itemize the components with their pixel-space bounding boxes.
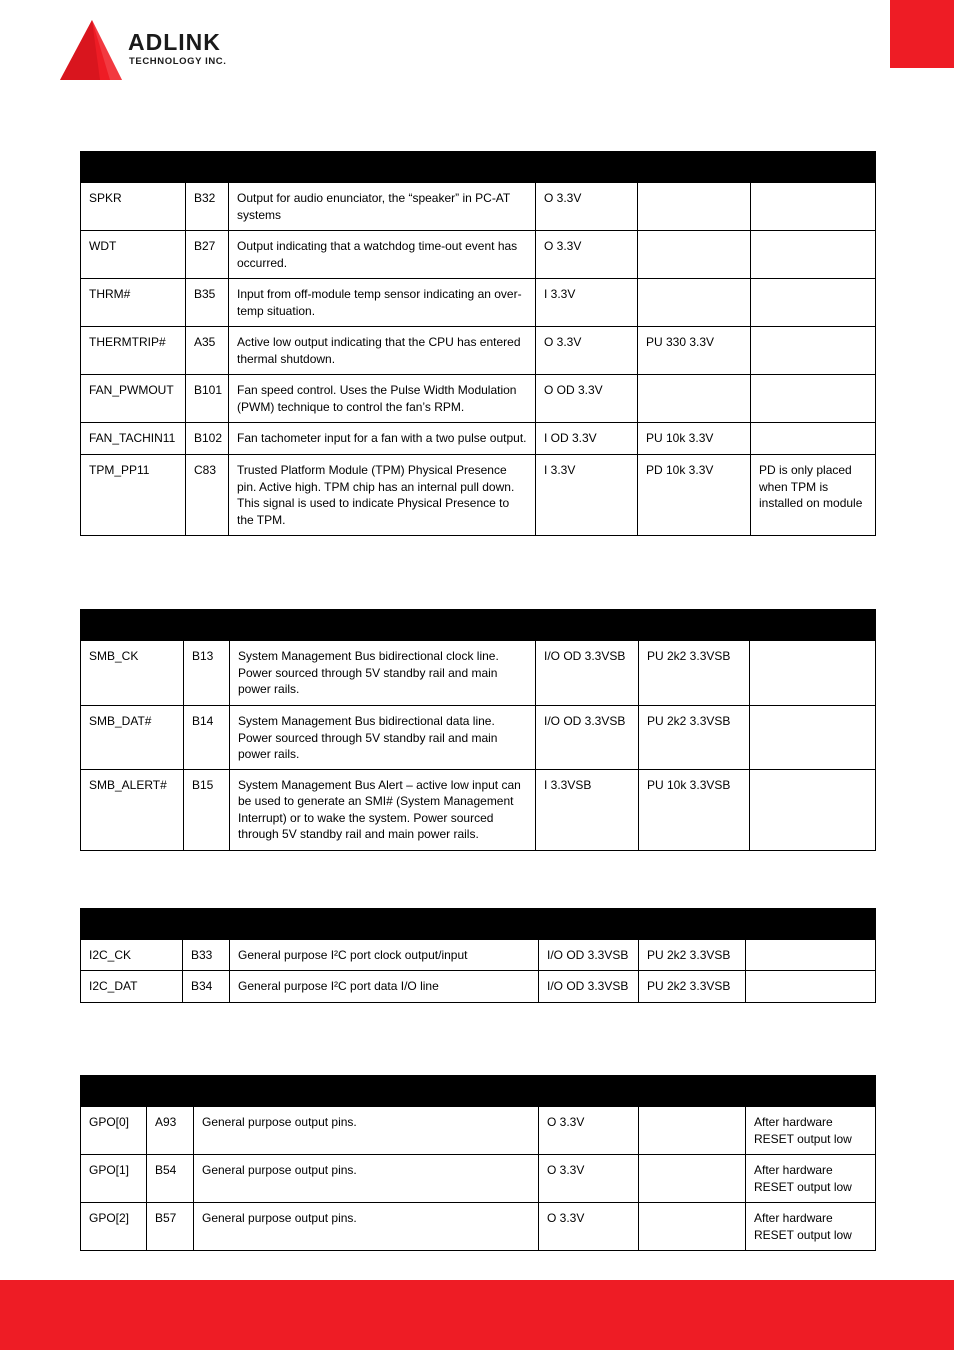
table-row: [81, 1107, 876, 1155]
description-cell: Fan speed control. Uses the Pulse Width Modulation (PWM) technique to control the fan’s RPM.: [229, 375, 536, 423]
pull-resistor-cell: [638, 375, 751, 423]
signal-name-cell: TPM_PP11: [81, 455, 186, 536]
pull-resistor-cell: [638, 279, 751, 327]
pull-resistor-cell: PU 2k2 3.3VSB: [639, 940, 746, 971]
table-row: [81, 423, 876, 455]
comment-cell: [750, 706, 876, 770]
pin-number-cell: B33: [183, 940, 230, 971]
signal-name-cell: SMB_ALERT#: [81, 769, 184, 850]
io-type-cell: I/O OD 3.3VSB: [536, 641, 639, 706]
pull-resistor-cell: [639, 1107, 746, 1155]
table-header-bar: [81, 152, 876, 183]
description-cell: General purpose output pins.: [194, 1203, 539, 1251]
io-type-cell: I OD 3.3V: [536, 423, 638, 455]
pull-resistor-cell: PU 10k 3.3VSB: [639, 769, 750, 850]
table-header-bar: [81, 610, 876, 641]
signal-table-smbus: [80, 609, 876, 851]
description-cell: General purpose output pins.: [194, 1107, 539, 1155]
comment-cell: [750, 769, 876, 850]
table-row: [81, 641, 876, 706]
footer-band: [0, 1280, 954, 1350]
pin-number-cell: C83: [186, 455, 229, 536]
pin-number-cell: B15: [184, 769, 230, 850]
adlink-logo: [56, 18, 271, 86]
io-type-cell: O 3.3V: [539, 1155, 639, 1203]
pin-number-cell: B101: [186, 375, 229, 423]
pull-resistor-cell: PU 2k2 3.3VSB: [639, 706, 750, 770]
pin-number-cell: A93: [147, 1107, 194, 1155]
io-type-cell: I/O OD 3.3VSB: [536, 706, 639, 770]
signal-name-cell: GPO[0]: [81, 1107, 147, 1155]
pin-number-cell: B14: [184, 706, 230, 770]
io-type-cell: O 3.3V: [536, 231, 638, 279]
comment-cell: PD is only placed when TPM is installed on module: [751, 455, 876, 536]
table-row: [81, 1155, 876, 1203]
pin-number-cell: B32: [186, 183, 229, 231]
io-type-cell: I/O OD 3.3VSB: [539, 971, 639, 1003]
io-type-cell: I 3.3V: [536, 455, 638, 536]
description-cell: Output indicating that a watchdog time-out event has occurred.: [229, 231, 536, 279]
signal-table-gpo: [80, 1075, 876, 1251]
description-cell: System Management Bus Alert – active low input can be used to generate an SMI# (System Management Interrupt) or to wake the system. Power sourced through 5V standby rail and main power rails.: [230, 769, 536, 850]
signal-table-i2c: [80, 908, 876, 1003]
pull-resistor-cell: PU 2k2 3.3VSB: [639, 641, 750, 706]
pin-number-cell: B54: [147, 1155, 194, 1203]
signal-name-cell: THRM#: [81, 279, 186, 327]
comment-cell: [751, 375, 876, 423]
pull-resistor-cell: [639, 1203, 746, 1251]
signal-name-cell: FAN_TACHIN11: [81, 423, 186, 455]
comment-cell: [751, 183, 876, 231]
description-cell: General purpose I²C port data I/O line: [230, 971, 539, 1003]
signal-name-cell: SMB_CK: [81, 641, 184, 706]
table-header-bar: [81, 1076, 876, 1107]
io-type-cell: O 3.3V: [536, 327, 638, 375]
comment-cell: [750, 641, 876, 706]
io-type-cell: I 3.3VSB: [536, 769, 639, 850]
description-cell: General purpose I²C port clock output/input: [230, 940, 539, 971]
io-type-cell: O OD 3.3V: [536, 375, 638, 423]
description-cell: System Management Bus bidirectional data line. Power sourced through 5V standby rail and main power rails.: [230, 706, 536, 770]
table-row: [81, 706, 876, 770]
adlink-triangle-icon: [56, 18, 126, 86]
table-row: [81, 769, 876, 850]
logo-tagline: TECHNOLOGY INC.: [129, 56, 227, 67]
comment-cell: After hardware RESET output low: [746, 1203, 876, 1251]
comment-cell: [751, 279, 876, 327]
pin-number-cell: A35: [186, 327, 229, 375]
comment-cell: [751, 231, 876, 279]
signal-name-cell: SPKR: [81, 183, 186, 231]
pull-resistor-cell: [639, 1155, 746, 1203]
table-row: [81, 183, 876, 231]
comment-cell: After hardware RESET output low: [746, 1155, 876, 1203]
table-row: [81, 1203, 876, 1251]
table-row: [81, 971, 876, 1003]
description-cell: General purpose output pins.: [194, 1155, 539, 1203]
io-type-cell: I 3.3V: [536, 279, 638, 327]
signal-name-cell: I2C_CK: [81, 940, 183, 971]
description-cell: Output for audio enunciator, the “speaker” in PC-AT systems: [229, 183, 536, 231]
signal-name-cell: I2C_DAT: [81, 971, 183, 1003]
description-cell: Active low output indicating that the CPU has entered thermal shutdown.: [229, 327, 536, 375]
pin-number-cell: B102: [186, 423, 229, 455]
pull-resistor-cell: [638, 183, 751, 231]
io-type-cell: O 3.3V: [539, 1107, 639, 1155]
table-row: [81, 375, 876, 423]
pull-resistor-cell: PU 2k2 3.3VSB: [639, 971, 746, 1003]
pin-number-cell: B13: [184, 641, 230, 706]
description-cell: Input from off-module temp sensor indicating an over-temp situation.: [229, 279, 536, 327]
table-header-bar: [81, 909, 876, 940]
description-cell: Trusted Platform Module (TPM) Physical Presence pin. Active high. TPM chip has an internal pull down. This signal is used to indicate Physical Presence to the TPM.: [229, 455, 536, 536]
io-type-cell: O 3.3V: [539, 1203, 639, 1251]
io-type-cell: I/O OD 3.3VSB: [539, 940, 639, 971]
pin-number-cell: B34: [183, 971, 230, 1003]
comment-cell: [751, 423, 876, 455]
table-row: [81, 327, 876, 375]
comment-cell: After hardware RESET output low: [746, 1107, 876, 1155]
io-type-cell: O 3.3V: [536, 183, 638, 231]
comment-cell: [746, 971, 876, 1003]
signal-name-cell: GPO[1]: [81, 1155, 147, 1203]
table-row: [81, 231, 876, 279]
pull-resistor-cell: PU 10k 3.3V: [638, 423, 751, 455]
signal-name-cell: WDT: [81, 231, 186, 279]
comment-cell: [746, 940, 876, 971]
pull-resistor-cell: [638, 231, 751, 279]
logo-wordmark: ADLINK: [128, 29, 221, 55]
description-cell: Fan tachometer input for a fan with a two pulse output.: [229, 423, 536, 455]
pull-resistor-cell: PD 10k 3.3V: [638, 455, 751, 536]
pin-number-cell: B57: [147, 1203, 194, 1251]
signal-name-cell: FAN_PWMOUT: [81, 375, 186, 423]
signal-table-misc: [80, 151, 876, 536]
pull-resistor-cell: PU 330 3.3V: [638, 327, 751, 375]
pin-number-cell: B27: [186, 231, 229, 279]
table-row: [81, 455, 876, 536]
table-row: [81, 940, 876, 971]
corner-tab: [890, 0, 954, 68]
table-row: [81, 279, 876, 327]
signal-name-cell: GPO[2]: [81, 1203, 147, 1251]
signal-name-cell: THERMTRIP#: [81, 327, 186, 375]
pin-number-cell: B35: [186, 279, 229, 327]
comment-cell: [751, 327, 876, 375]
signal-name-cell: SMB_DAT#: [81, 706, 184, 770]
description-cell: System Management Bus bidirectional clock line. Power sourced through 5V standby rail and main power rails.: [230, 641, 536, 706]
